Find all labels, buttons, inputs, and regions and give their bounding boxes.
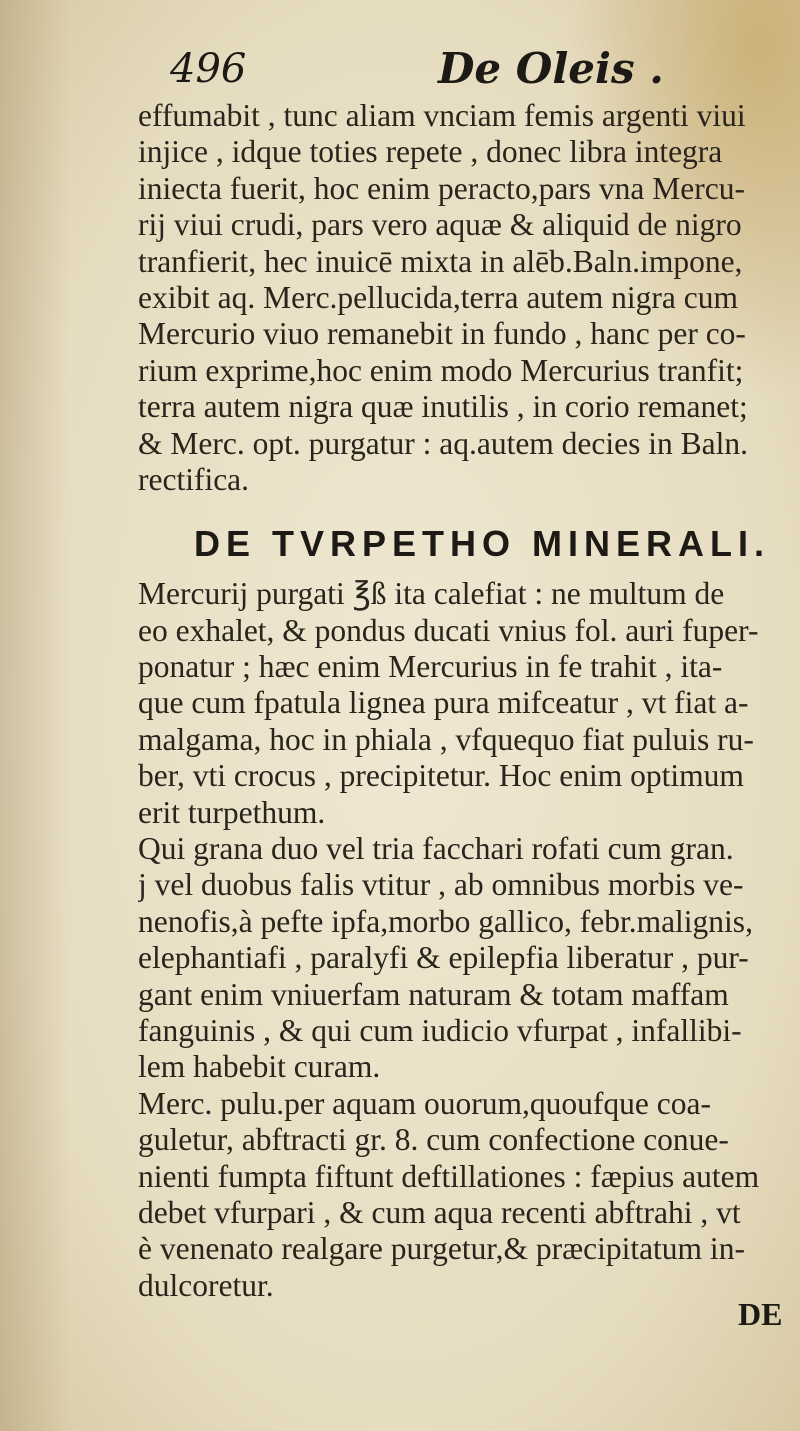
text-line: effumabit , tunc aliam vnciam femis argenti viui [138, 98, 746, 133]
paragraph-2 [138, 576, 784, 831]
text-line: guletur, abftracti gr. 8. cum confectione conue- [138, 1122, 729, 1158]
text-line: Qui grana duo vel tria facchari rofati cum gran. [138, 831, 734, 867]
text-line: que cum fpatula lignea pura mifceatur , vt fiat a- [138, 685, 749, 721]
text-line: ponatur ; hæc enim Mercurius in fe trahit , ita- [138, 649, 723, 685]
text-line: nienti fumpta fiftunt deftillationes : fæpius autem [138, 1158, 760, 1194]
text-line: erit turpethum. [138, 794, 326, 830]
page-header [140, 38, 780, 98]
text-line: rij viui crudi, pars vero aquæ & aliquid de nigro [138, 207, 742, 243]
text-line: rectifica. [138, 461, 250, 497]
text-line: iniecta fuerit, hoc enim peracto,pars vna Mercu- [138, 170, 745, 206]
text-line: Merc. pulu.per aquam ouorum,quoufque coa- [138, 1085, 711, 1121]
paragraph-1 [138, 98, 784, 498]
paragraph-3 [138, 831, 784, 1086]
text-line: dulcoretur. [138, 1267, 274, 1303]
text-line: tranfierit, hec inuicē mixta in alēb.Baln.impone, [138, 243, 743, 279]
text-line: fanguinis , & qui cum iudicio vfurpat , infallibi- [138, 1012, 742, 1048]
catchword: DE [738, 1296, 783, 1332]
text-line: Mercurio viuo remanebit in fundo , hanc per co- [138, 316, 746, 352]
text-line: & Merc. opt. purgatur : aq.autem decies in Baln. [138, 425, 749, 461]
text-line: Mercurij purgati ℥ß ita calefiat : ne multum de [138, 576, 725, 612]
running-title: De Oleis . [438, 44, 664, 93]
text-line: è venenato realgare purgetur,& præcipitatum in- [138, 1231, 745, 1267]
text-line: exibit aq. Merc.pellucida,terra autem nigra cum [138, 279, 738, 315]
text-line: nenofis,à pefte ipfa,morbo gallico, febr.malignis, [138, 903, 753, 939]
page-number: 496 [170, 46, 247, 92]
text-line: gant enim vniuerfam naturam & totam maffam [138, 976, 729, 1012]
paragraph-4 [138, 1086, 784, 1304]
text-line: elephantiafi , paralyfi & epilepfia liberatur , pur- [138, 940, 749, 976]
text-line: ber, vti crocus , precipitetur. Hoc enim optimum [138, 758, 744, 794]
text-line: malgama, hoc in phiala , vfquequo fiat puluis ru- [138, 721, 754, 757]
text-line: rium exprime,hoc enim modo Mercurius tranfit; [138, 352, 744, 388]
text-line: debet vfurpari , & cum aqua recenti abftrahi , vt [138, 1194, 741, 1230]
text-line: injice , idque toties repete , donec libra integra [138, 134, 723, 170]
gutter-shadow [0, 0, 70, 1431]
text-line: terra autem nigra quæ inutilis , in corio remanet; [138, 389, 748, 425]
text-line: eo exhalet, & pondus ducati vnius fol. auri fuper- [138, 612, 759, 648]
text-line: lem habebit curam. [138, 1049, 381, 1085]
text-line: j vel duobus falis vtitur , ab omnibus morbis ve- [138, 867, 744, 903]
body-text [138, 98, 784, 1304]
section-heading: DE TVRPETHO MINERALI. [194, 523, 771, 565]
